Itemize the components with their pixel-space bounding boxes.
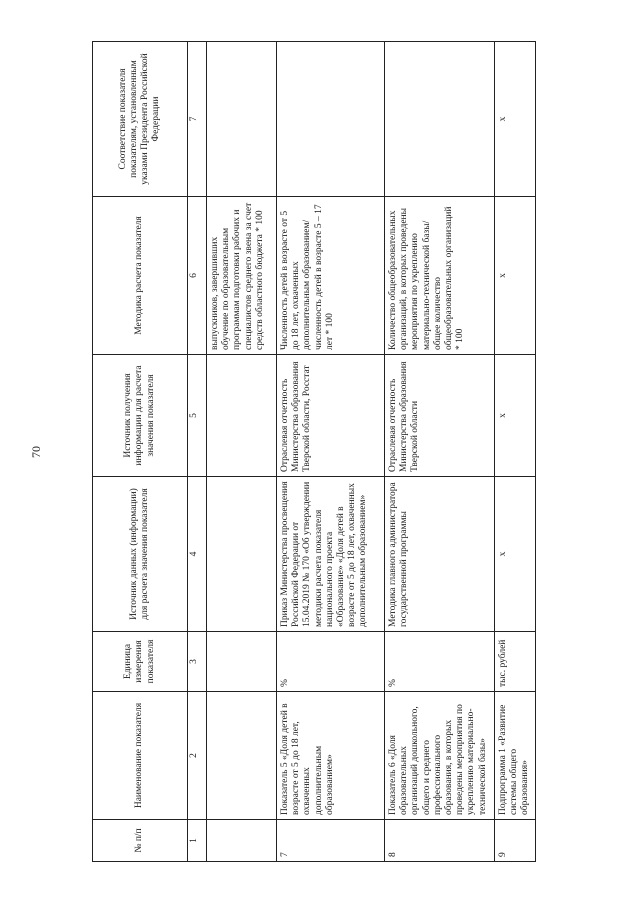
row-number — [207, 820, 277, 862]
indicator-data-source: Приказ Министерства просвещения Российской Федерации от 15.04.2019 № 170 «Об утверждении методики расчета показателя национального проекта «Образование» «Доля детей в возрасте от 5 до 18 лет, охваченных дополнительным образованием» — [277, 477, 385, 632]
indicator-compliance: х — [495, 42, 536, 197]
indicators-table — [92, 41, 536, 862]
table-row — [385, 42, 495, 862]
indicator-info-source: х — [495, 355, 536, 477]
column-number: 4 — [188, 477, 207, 632]
column-number: 5 — [188, 355, 207, 477]
row-number: 7 — [277, 820, 385, 862]
header-cell-data-source: Источник данных (информации) для расчета значения показателя — [93, 477, 188, 632]
header-cell-info-source: Источник получения информации для расчета значения показателя — [93, 355, 188, 477]
indicator-info-source: Отраслевая отчетность Министерства образования Тверской области — [385, 355, 495, 477]
indicator-name: Показатель 5 «Доля детей в возрасте от 5 до 18 лет, охваченных дополнительным образованием» — [277, 692, 385, 820]
header-cell-compliance: Соответствие показателя показателям, установленным указами Президента Российской Федерации — [93, 42, 188, 197]
column-number: 1 — [188, 820, 207, 862]
table-row — [277, 42, 385, 862]
column-number: 6 — [188, 197, 207, 355]
column-number: 2 — [188, 692, 207, 820]
row-number: 9 — [495, 820, 536, 862]
header-cell-number: № п/п — [93, 820, 188, 862]
indicator-compliance — [277, 42, 385, 197]
page-number: 70 — [29, 446, 43, 458]
indicator-unit: тыс. рублей — [495, 632, 536, 692]
header-cell-name: Наименование показателя — [93, 692, 188, 820]
indicator-info-source: Отраслевая отчетность Министерства образования Тверской области, Росстат — [277, 355, 385, 477]
column-number: 7 — [188, 42, 207, 197]
indicator-data-source: х — [495, 477, 536, 632]
indicator-info-source — [207, 355, 277, 477]
indicator-unit — [207, 632, 277, 692]
indicator-data-source: Методика главного администратора государственной программы — [385, 477, 495, 632]
column-numbers-row — [188, 42, 207, 862]
indicator-name: Показатель 6 «Доля образовательных организаций дошкольного, общего и среднего профессионального образования, в которых проведены мероприятия по укреплению материально-технической базы» — [385, 692, 495, 820]
row-number: 8 — [385, 820, 495, 862]
table-header-row — [93, 42, 188, 862]
indicator-unit: % — [385, 632, 495, 692]
rotated-page-content — [92, 42, 532, 862]
table-row — [207, 42, 277, 862]
indicator-method: Количество общеобразовательных организаций, в которых проведены мероприятия по укреплению материально-технической базы/общее количество общеобразовательных организаций * 100 — [385, 197, 495, 355]
column-number: 3 — [188, 632, 207, 692]
indicator-method: Численность детей в возрасте от 5 до 18 лет, охваченных дополнительным образованием/численность детей в возрасте 5 – 17 лет * 100 — [277, 197, 385, 355]
table-row — [495, 42, 536, 862]
indicator-compliance — [385, 42, 495, 197]
indicator-name: Подпрограмма 1 «Развитие системы общего образования» — [495, 692, 536, 820]
indicator-method: выпускников, завершивших обучение по образовательным программам подготовки рабочих и специалистов среднего звена за счет средств областного бюджета * 100 — [207, 197, 277, 355]
header-cell-unit: Единица измерения показателя — [93, 632, 188, 692]
indicator-data-source — [207, 477, 277, 632]
indicator-unit: % — [277, 632, 385, 692]
indicator-method: х — [495, 197, 536, 355]
indicator-compliance — [207, 42, 277, 197]
header-cell-method: Методика расчета показателя — [93, 197, 188, 355]
indicator-name — [207, 692, 277, 820]
